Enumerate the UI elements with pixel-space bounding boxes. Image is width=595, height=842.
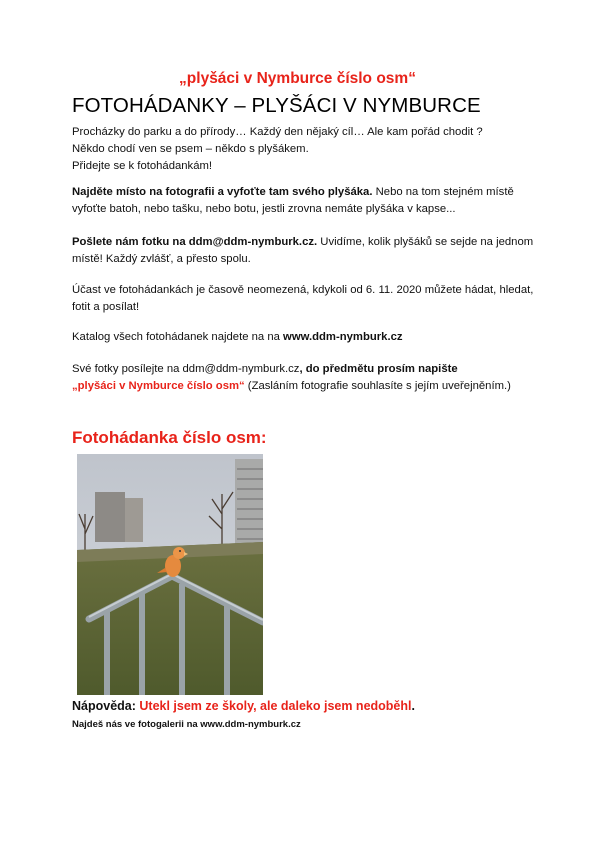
subject-text: Své fotky posílejte na ddm@ddm-nymburk.cz	[72, 363, 300, 375]
intro-line-3: Přidejte se k fotohádankám!	[72, 160, 213, 172]
intro-line-1: Procházky do parku a do přírody… Každý den nějaký cíl… Ale kam pořád chodit ?	[72, 126, 483, 138]
send-paragraph	[72, 234, 537, 268]
hint-text: Utekl jsem ze školy, ale daleko jsem nedoběhl	[139, 699, 412, 713]
subject-bold: , do předmětu prosím napište	[299, 363, 458, 375]
section-heading: Fotohádanka číslo osm:	[72, 428, 267, 447]
find-paragraph	[72, 184, 537, 218]
subject-rest: (Zasláním fotografie souhlasíte s jejím uveřejněním.)	[244, 380, 511, 392]
hint-line	[72, 699, 415, 713]
hint-label: Nápověda:	[72, 699, 140, 713]
find-rest: Nebo na tom stejném místě vyfoťte batoh, nebo tašku, nebo botu, jestli zrovna nemáte plyšáka v kapse...	[72, 186, 514, 215]
time-paragraph: Účast ve fotohádankách je časově neomezená, kdykoli od 6. 11. 2020 můžete hádat, hledat, fotit a posílat!	[72, 284, 534, 313]
footer-note: Najdeš nás ve fotogalerii na www.ddm-nymburk.cz	[72, 719, 301, 730]
catalog-link[interactable]: www.ddm-nymburk.cz	[283, 331, 403, 343]
top-title: „plyšáci v Nymburce číslo osm“	[179, 70, 416, 87]
subject-paragraph	[72, 361, 537, 395]
send-bold: Pošlete nám fotku na ddm@ddm-nymburk.cz.	[72, 236, 318, 248]
catalog-text: Katalog všech fotohádanek najdete na na	[72, 331, 284, 343]
intro-line-2: Někdo chodí ven se psem – někdo s plyšákem.	[72, 143, 309, 155]
send-rest: Uvidíme, kolik plyšáků se sejde na jednom místě! Každý zvlášť, a přesto spolu.	[72, 236, 534, 265]
subject-red: „plyšáci v Nymburce číslo osm“	[72, 380, 245, 392]
main-heading: FOTOHÁDANKY – PLYŠÁCI V NYMBURCE	[72, 94, 481, 117]
catalog-paragraph	[72, 329, 537, 346]
find-bold: Najděte místo na fotografii a vyfoťte tam svého plyšáka.	[72, 186, 373, 198]
hint-end: .	[411, 699, 415, 713]
intro-paragraph	[72, 124, 537, 175]
riddle-photo	[77, 454, 263, 695]
